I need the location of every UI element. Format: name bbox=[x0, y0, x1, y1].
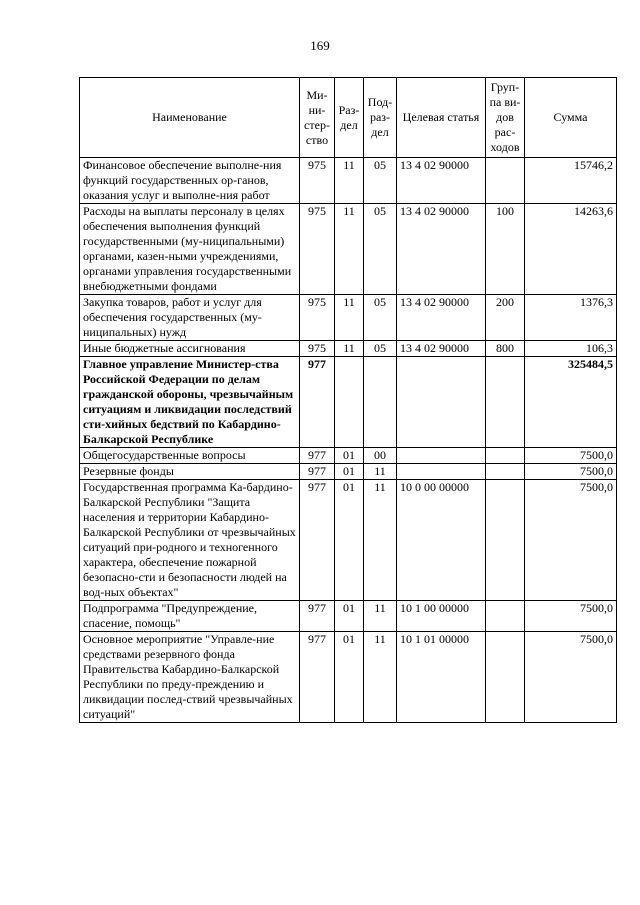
table-row bbox=[80, 295, 617, 341]
row-expense-group: 200 bbox=[486, 295, 525, 341]
row-subsection bbox=[364, 357, 397, 448]
row-section: 01 bbox=[335, 448, 364, 464]
row-ministry: 977 bbox=[300, 632, 335, 723]
table-row bbox=[80, 204, 617, 295]
row-name: Закупка товаров, работ и услуг для обеспечения государственных (му-ниципальных) нужд bbox=[80, 295, 300, 341]
row-target bbox=[397, 448, 486, 464]
row-ministry: 977 bbox=[300, 601, 335, 632]
header-sum: Сумма bbox=[525, 78, 617, 158]
row-section: 01 bbox=[335, 632, 364, 723]
row-sum: 7500,0 bbox=[525, 464, 617, 480]
row-subsection: 11 bbox=[364, 480, 397, 601]
row-ministry: 975 bbox=[300, 158, 335, 204]
row-expense-group bbox=[486, 632, 525, 723]
row-sum: 7500,0 bbox=[525, 480, 617, 601]
row-target: 13 4 02 90000 bbox=[397, 158, 486, 204]
row-ministry: 975 bbox=[300, 295, 335, 341]
row-subsection: 11 bbox=[364, 464, 397, 480]
row-target: 10 0 00 00000 bbox=[397, 480, 486, 601]
row-expense-group bbox=[486, 480, 525, 601]
header-subsection: Под-раз-дел bbox=[364, 78, 397, 158]
row-ministry: 977 bbox=[300, 357, 335, 448]
row-name: Государственная программа Ка-бардино-Балкарской Республики "Защита населения и территории Кабардино-Балкарской Республики от чрезвычайных ситуаций при-родного и техногенного характера, обеспечение пожарной безопасно-сти и безопасности людей на вод-ных объектах" bbox=[80, 480, 300, 601]
row-sum: 1376,3 bbox=[525, 295, 617, 341]
row-section: 11 bbox=[335, 341, 364, 357]
row-target bbox=[397, 357, 486, 448]
row-name: Основное мероприятие "Управле-ние средствами резервного фонда Правительства Кабардино-Балкарской Республики по преду-преждению и ликвидации послед-ствий чрезвычайных ситуаций" bbox=[80, 632, 300, 723]
row-name: Главное управление Министер-ства Российской Федерации по делам гражданской обороны, чрезвычайным ситуациям и ликвидации последствий сти-хийных бедствий по Кабардино-Балкарской Республике bbox=[80, 357, 300, 448]
row-section: 11 bbox=[335, 204, 364, 295]
row-subsection: 05 bbox=[364, 158, 397, 204]
row-expense-group: 800 bbox=[486, 341, 525, 357]
row-sum: 7500,0 bbox=[525, 448, 617, 464]
row-name: Расходы на выплаты персоналу в целях обеспечения выполнения функций государственными (му-ниципальными) органами, казен-ными учреждениями, органами управления государственными внебюджетными фондами bbox=[80, 204, 300, 295]
row-subsection: 00 bbox=[364, 448, 397, 464]
row-section: 11 bbox=[335, 295, 364, 341]
row-name: Резервные фонды bbox=[80, 464, 300, 480]
row-expense-group bbox=[486, 448, 525, 464]
row-target bbox=[397, 464, 486, 480]
row-ministry: 977 bbox=[300, 480, 335, 601]
row-sum: 106,3 bbox=[525, 341, 617, 357]
row-ministry: 977 bbox=[300, 464, 335, 480]
row-subsection: 11 bbox=[364, 601, 397, 632]
row-name: Финансовое обеспечение выполне-ния функций государственных ор-ганов, оказания услуг и выполне-ния работ bbox=[80, 158, 300, 204]
row-ministry: 975 bbox=[300, 204, 335, 295]
header-expense-group: Груп-па ви-дов рас-ходов bbox=[486, 78, 525, 158]
row-expense-group bbox=[486, 464, 525, 480]
table-row bbox=[80, 448, 617, 464]
row-target: 13 4 02 90000 bbox=[397, 204, 486, 295]
table-header-row bbox=[80, 78, 617, 158]
row-target: 10 1 01 00000 bbox=[397, 632, 486, 723]
header-ministry: Ми-ни-стер-ство bbox=[300, 78, 335, 158]
table-row bbox=[80, 341, 617, 357]
row-subsection: 11 bbox=[364, 632, 397, 723]
row-name: Общегосударственные вопросы bbox=[80, 448, 300, 464]
table-row bbox=[80, 464, 617, 480]
row-expense-group bbox=[486, 158, 525, 204]
header-target: Целевая статья bbox=[397, 78, 486, 158]
row-section: 01 bbox=[335, 601, 364, 632]
table-row bbox=[80, 158, 617, 204]
row-target: 13 4 02 90000 bbox=[397, 295, 486, 341]
row-subsection: 05 bbox=[364, 295, 397, 341]
row-subsection: 05 bbox=[364, 341, 397, 357]
row-section: 11 bbox=[335, 158, 364, 204]
budget-table bbox=[79, 77, 617, 723]
row-sum: 325484,5 bbox=[525, 357, 617, 448]
row-expense-group: 100 bbox=[486, 204, 525, 295]
row-target: 13 4 02 90000 bbox=[397, 341, 486, 357]
row-sum: 14263,6 bbox=[525, 204, 617, 295]
row-expense-group bbox=[486, 357, 525, 448]
row-section: 01 bbox=[335, 480, 364, 601]
row-name: Подпрограмма "Предупреждение, спасение, помощь" bbox=[80, 601, 300, 632]
row-expense-group bbox=[486, 601, 525, 632]
row-sum: 7500,0 bbox=[525, 601, 617, 632]
header-section: Раз-дел bbox=[335, 78, 364, 158]
row-name: Иные бюджетные ассигнования bbox=[80, 341, 300, 357]
row-sum: 7500,0 bbox=[525, 632, 617, 723]
row-ministry: 977 bbox=[300, 448, 335, 464]
header-name: Наименование bbox=[80, 78, 300, 158]
row-section: 01 bbox=[335, 464, 364, 480]
table-row bbox=[80, 632, 617, 723]
row-ministry: 975 bbox=[300, 341, 335, 357]
table-row bbox=[80, 357, 617, 448]
row-section bbox=[335, 357, 364, 448]
page-number: 169 bbox=[310, 38, 330, 53]
table-row bbox=[80, 480, 617, 601]
table-row bbox=[80, 601, 617, 632]
row-sum: 15746,2 bbox=[525, 158, 617, 204]
row-subsection: 05 bbox=[364, 204, 397, 295]
row-target: 10 1 00 00000 bbox=[397, 601, 486, 632]
